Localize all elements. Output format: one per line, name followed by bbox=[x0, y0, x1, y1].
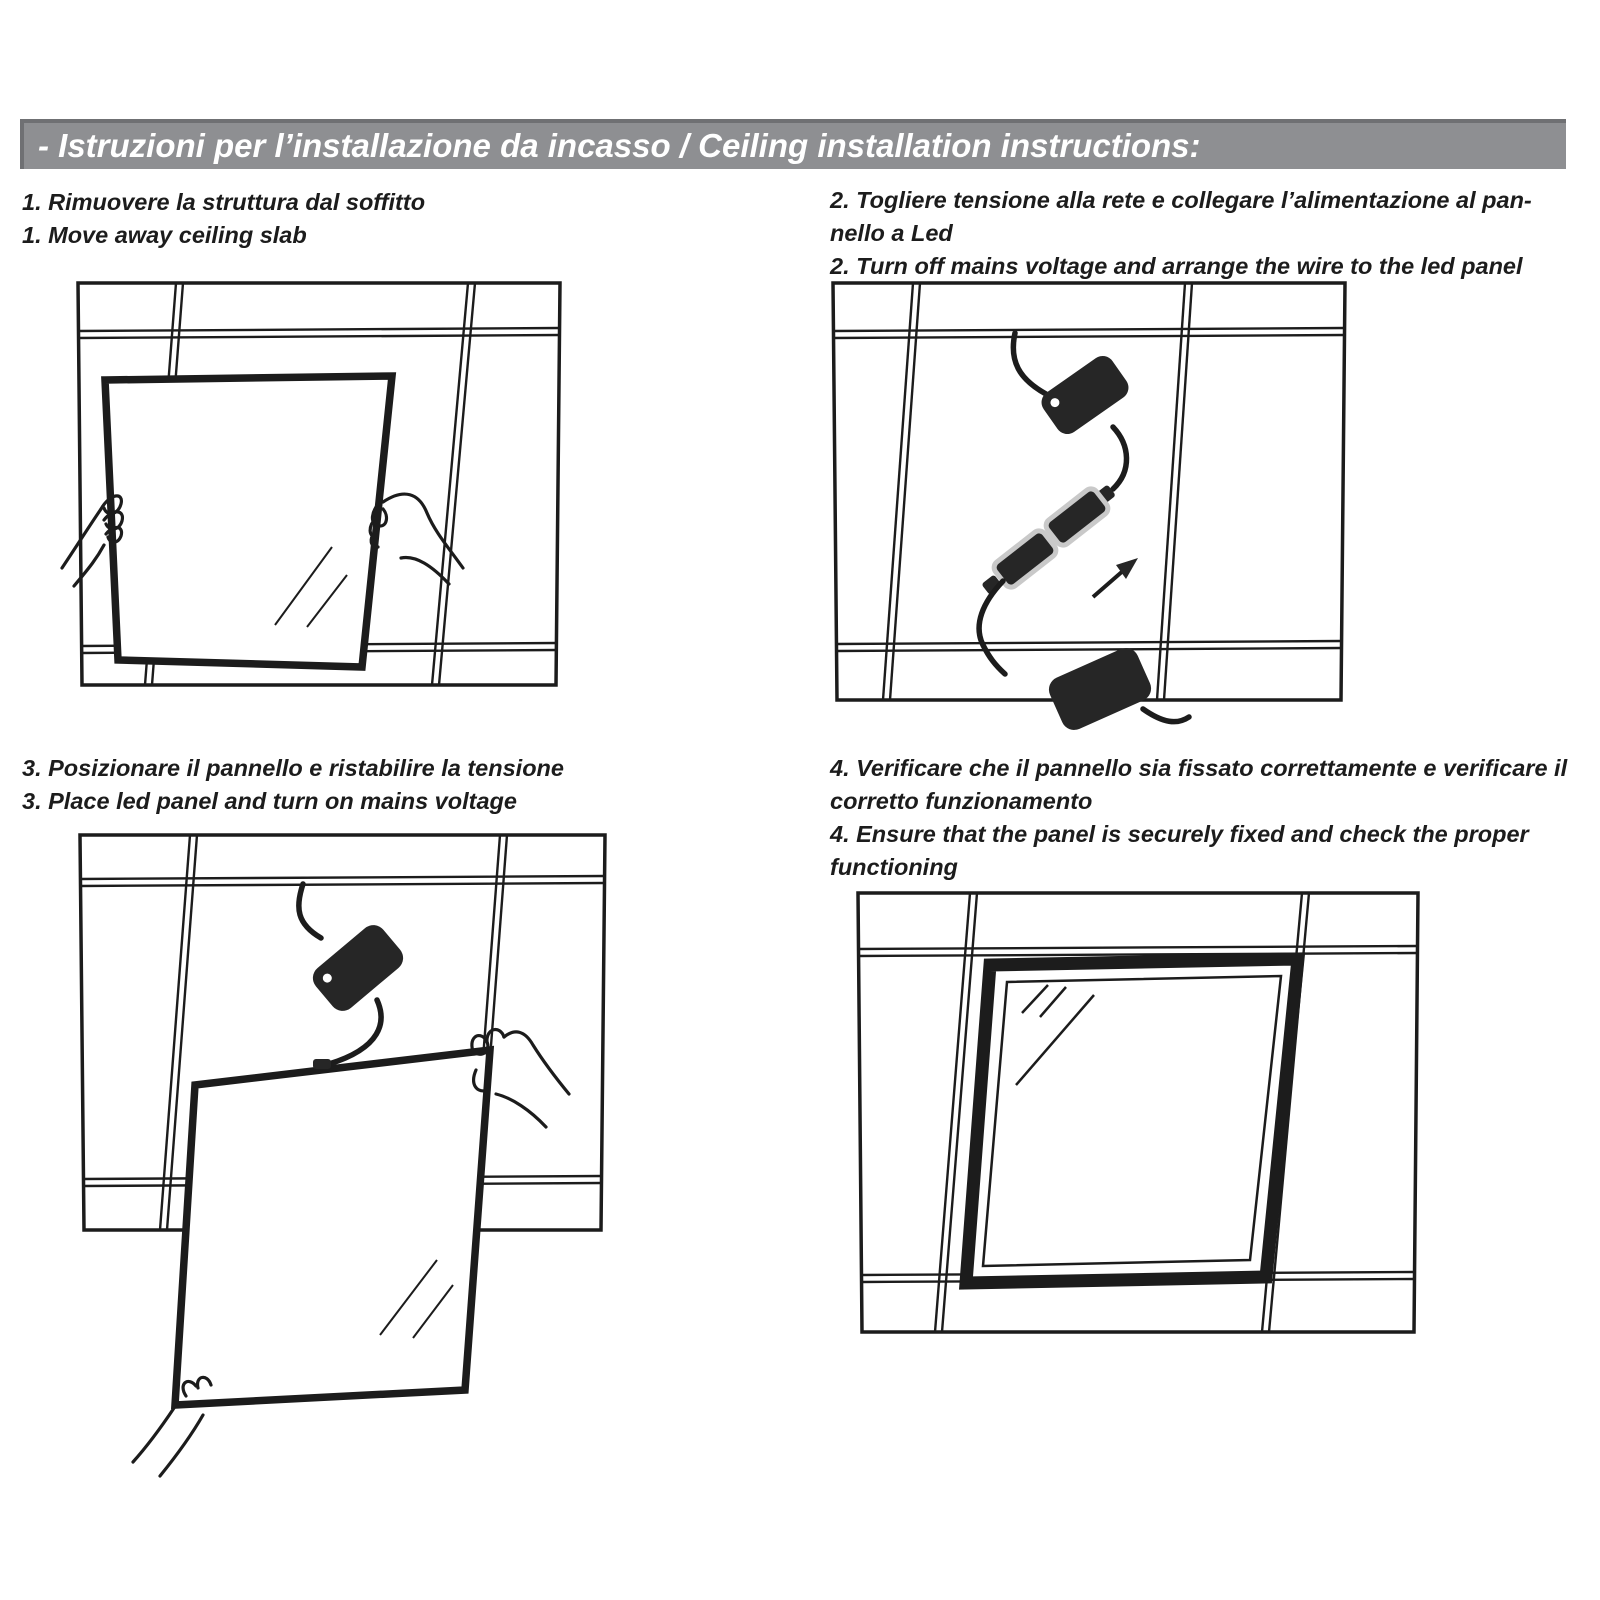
caption-line: 4. Ensure that the panel is securely fixed and check the proper bbox=[830, 821, 1529, 847]
wire-nub bbox=[313, 1059, 331, 1069]
led-panel bbox=[105, 376, 392, 667]
illustration-step-2 bbox=[825, 275, 1355, 740]
caption-line: corretto funzionamento bbox=[830, 788, 1093, 814]
caption-line: 2. Turn off mains voltage and arrange the wire to the led panel bbox=[830, 253, 1523, 279]
caption-line: nello a Led bbox=[830, 220, 953, 246]
power-wire bbox=[1143, 709, 1189, 722]
panel-frame bbox=[966, 959, 1298, 1283]
caption-line: 1. Rimuovere la struttura dal soffitto bbox=[22, 189, 426, 215]
step-3-caption bbox=[22, 752, 802, 818]
caption-line: 2. Togliere tensione alla rete e collegare l’alimentazione al pan- bbox=[830, 187, 1532, 213]
led-panel bbox=[175, 1050, 490, 1405]
section-header: - Istruzioni per l’installazione da incasso / Ceiling installation instructions: bbox=[20, 119, 1566, 169]
caption-line: 1. Move away ceiling slab bbox=[22, 222, 307, 248]
illustration-step-1 bbox=[70, 275, 570, 690]
caption-line: 4. Verificare che il pannello sia fissato correttamente e verificare il bbox=[830, 755, 1568, 781]
caption-line: functioning bbox=[830, 854, 958, 880]
illustration-step-3 bbox=[75, 830, 615, 1495]
illustration-step-4 bbox=[850, 885, 1430, 1340]
step-1-caption bbox=[22, 186, 802, 252]
step-4-caption bbox=[830, 752, 1588, 884]
caption-line: 3. Place led panel and turn on mains voltage bbox=[22, 788, 517, 814]
caption-line: 3. Posizionare il pannello e ristabilire la tensione bbox=[22, 755, 564, 781]
step-2-caption bbox=[830, 184, 1588, 283]
